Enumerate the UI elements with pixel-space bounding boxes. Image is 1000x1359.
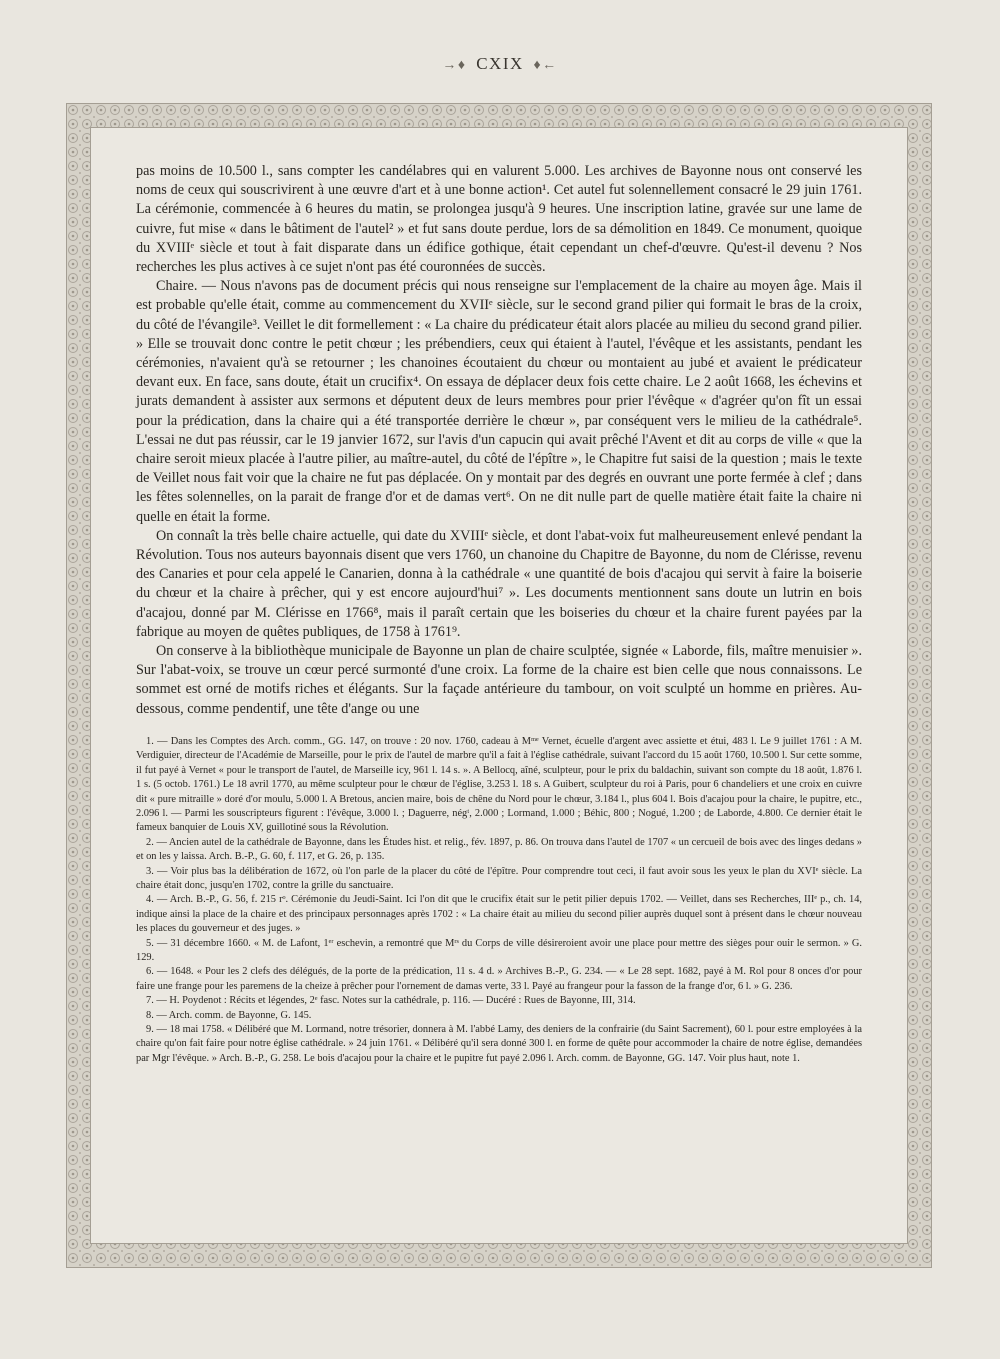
footnote: 4. — Arch. B.-P., G. 56, f. 215 rᵒ. Cérémonie du Jeudi-Saint. Ici l'on dit que le crucifix était sur le petit pilier depuis 1702. — Veillet, dans ses Recherches, IIIᵉ p., ch. 14, indique ainsi la place de la chaire et des principaux personnages après 1702 : « La chaire était au milieu du second pilier auprès duquel sont à présent dans le chœur nouveau les places du gouverneur et des juges. » xyxy=(136,894,862,935)
paragraph: Chaire. — Nous n'avons pas de document précis qui nous renseigne sur l'emplacement de la chaire au moyen âge. Mais il est probable qu'elle était, comme au commencement du XVIIᵉ siècle, sur le second grand pilier qui formait le bras de la croix, du côté de l'évangile³. Veillet le dit formellement : « La chaire du prédicateur était alors placée au milieu du second grand pilier. » Elle se trouvait donc contre le petit chœur ; les prébendiers, ceux qui étaient à l'autel, l'évêque et les assistants, pendant les cérémonies, n'avaient qu'à se retourner ; les chanoines écoutaient du chœur ou montaient au jubé et avaient le prédicateur devant eux. En face, sans doute, était un crucifix⁴. On essaya de déplacer deux fois cette chaire. Le 2 août 1668, les échevins et jurats demandent à assister aux sermons et députent deux de leurs membres pour prier l'évêque « d'agréer qu'on fît un essai pour la prédication, dans la chaire qui a été transportée derrière le chœur », par conséquent vers le milieu de la cathédrale⁵. L'essai ne dut pas réussir, car le 19 janvier 1672, sur l'avis d'un capucin qui avait prêché l'Avent et dit au corps de ville « que la chaire seroit mieux placée à l'autre pilier, au maître-autel, du côté de l'épître », le Chapitre fut saisi de la question ; mais le texte de Veillet nous fait voir que la chaire ne fut pas déplacée. On y montait par des degrés en ouvrant une porte fermée à clef ; dans les fêtes solennelles, on la parait de frange d'or et de damas vert⁶. On ne dit nulle part de quelle matière était faite la chaire ni quelle en était la forme. xyxy=(136,278,862,525)
paragraph: On conserve à la bibliothèque municipale de Bayonne un plan de chaire sculptée, signée « Laborde, fils, maître menuisier ». Sur l'abat-voix, se trouve un cœur percé surmonté d'une croix. La forme de la chaire est bien celle que nous connaissons. Le sommet est orné de motifs riches et élégants. Sur la façade antérieure du tambour, on voit sculpté un homme en prières. Au-dessous, comme pendentif, une tête d'ange ou une xyxy=(136,643,862,717)
paragraph: pas moins de 10.500 l., sans compter les candélabres qui en valurent 5.000. Les archives de Bayonne nous ont conservé les noms de ceux qui souscrivirent à une œuvre d'art et à une bonne action¹. Cet autel fut solennellement consacré le 29 juin 1761. La cérémonie, commencée à 6 heures du matin, se prolongea jusqu'à 9 heures. Une inscription latine, gravée sur une lame de cuivre, fut mise « dans le bâtiment de l'autel² » et fut sans doute perdue, lors de sa démolition en 1849. Ce monument, quoique du XVIIIᵉ siècle et tout à fait disparate dans un édifice gothique, était cependant un chef-d'œuvre. Qu'est-il devenu ? Nos recherches les plus actives à ce sujet n'ont pas été couronnées de succès. xyxy=(136,163,862,276)
right-arrow-ornament-icon: ♦← xyxy=(533,58,558,73)
footnote: 9. — 18 mai 1758. « Délibéré que M. Lormand, notre trésorier, donnera à M. l'abbé Lamy, des deniers de la confrairie (du Saint Sacrement), 60 l. pour estre employées à la chaire qu'on fait faire pour notre église cathédrale. » 24 juin 1761. « Délibéré qu'il sera donné 300 l. en forme de quête pour accommoder la chaire de notre église, demandées par Mgr l'évêque. » Arch. B.-P., G. 258. Le bois d'acajou pour la chaire et le pupitre fut payé 2.096 l. Arch. comm. de Bayonne, GG. 147. Voir plus haut, note 1. xyxy=(136,1024,862,1064)
page-content xyxy=(136,162,862,1066)
body-text xyxy=(136,162,862,719)
footnote: 1. — Dans les Comptes des Arch. comm., GG. 147, on trouve : 20 nov. 1760, cadeau à Mᵐᵉ Vernet, écuelle d'argent avec assiette et étui, 483 l. Le 9 juillet 1761 : A M. Verdiguier, directeur de l'Académie de Marseille, pour le prix de l'autel de marbre qu'il a fait à l'église cathédrale, suivant l'accord du 15 août 1760, 10.500 l. Sur cette somme, il fut payé à Vernet « pour le transport de l'autel, de Marseille icy, 961 l. 14 s. ». A Bellocq, aîné, sculpteur, pour le prix du baldachin, suivant son compte du 18 août, 1.876 l. 1 s. (5 octob. 1761.) Le 18 avril 1770, au même sculpteur pour le chœur de l'église, 3.253 l. 18 s. A Guibert, sculpteur du roi à Paris, pour 6 chandeliers et une croix en cuivre dit « pure mitraille » doré d'or moulu, 5.000 l. A Bretous, ancien maire, bois de chêne du Nord pour le chœur, 3.184 l., plus 604 l. Bois d'acajou pour la chaire, le pupitre, etc., 2.096 l. — Parmi les souscripteurs figurent : l'évêque, 3.000 l. ; Daguerre, négᵗ, 2.000 ; Lormand, 1.000 ; Béhic, 800 ; Nogué, 1.200 ; de Laborde, 4.800. Ce dernier était le fameux banquier de Louis XV, guillotiné sous la Révolution. xyxy=(136,735,862,834)
footnote: 6. — 1648. « Pour les 2 clefs des délégués, de la porte de la prédication, 11 s. 4 d. » Archives B.-P., G. 234. — « Le 28 sept. 1682, payé à M. Rol pour 8 onces d'or pour faire une frange pour les paremens de la cheize à prêcher pour l'ornement de damas verte, 33 l. Payé au frangeur pour la fasson de la frange d'or, 6 l. » G. 236. xyxy=(136,966,862,992)
left-arrow-ornament-icon: →♦ xyxy=(442,58,467,73)
footnote: 8. — Arch. comm. de Bayonne, G. 145. xyxy=(146,1009,312,1021)
footnote: 7. — H. Poydenot : Récits et légendes, 2ᵉ fasc. Notes sur la cathédrale, p. 116. — Ducéré : Rues de Bayonne, III, 314. xyxy=(146,995,636,1007)
page-header xyxy=(0,54,1000,74)
footnote: 3. — Voir plus bas la délibération de 1672, où l'on parle de la placer du côté de l'épître. Pour comprendre tout ceci, il faut avoir sous les yeux le plan du XVIᵉ siècle. La chaire était donc, jusqu'en 1702, contre la grille du sanctuaire. xyxy=(136,865,862,891)
footnote: 5. — 31 décembre 1660. « M. de Lafont, 1ᵉʳ eschevin, a remontré que Mʳˢ du Corps de ville désireroient avoir une place pour mettre des sièges pour ouir le sermon. » G. 129. xyxy=(136,937,862,963)
page-number: CXIX xyxy=(476,54,524,73)
footnote: 2. — Ancien autel de la cathédrale de Bayonne, dans les Études hist. et relig., fév. 1897, p. 86. On trouva dans l'autel de 1707 « un cercueil de bois avec des linges dedans » et on les y laissa. Arch. B.-P., G. 60, f. 117, et G. 26, p. 135. xyxy=(136,836,862,863)
paragraph: On connaît la très belle chaire actuelle, qui date du XVIIIᵉ siècle, et dont l'abat-voix fut malheureusement enlevé pendant la Révolution. Tous nos auteurs bayonnais disent que vers 1760, un chanoine du Chapitre de Bayonne, du nom de Clérisse, revenu des Canaries et pour cela appelé le Canarien, donna à la cathédrale « une quantité de bois d'acajou qui servit à faire la boiserie du chœur et la chaire à prêcher, qui y est encore aujourd'hui⁷ ». Les documents mentionnent sans doute un lutrin en bois d'acajou, donné par M. Clérisse en 1766⁸, mais il paraît certain que les boiseries du chœur et la chaire furent payées par la fabrique au moyen de quêtes publiques, de 1758 à 1761⁹. xyxy=(136,527,862,640)
footnotes xyxy=(136,735,862,1066)
